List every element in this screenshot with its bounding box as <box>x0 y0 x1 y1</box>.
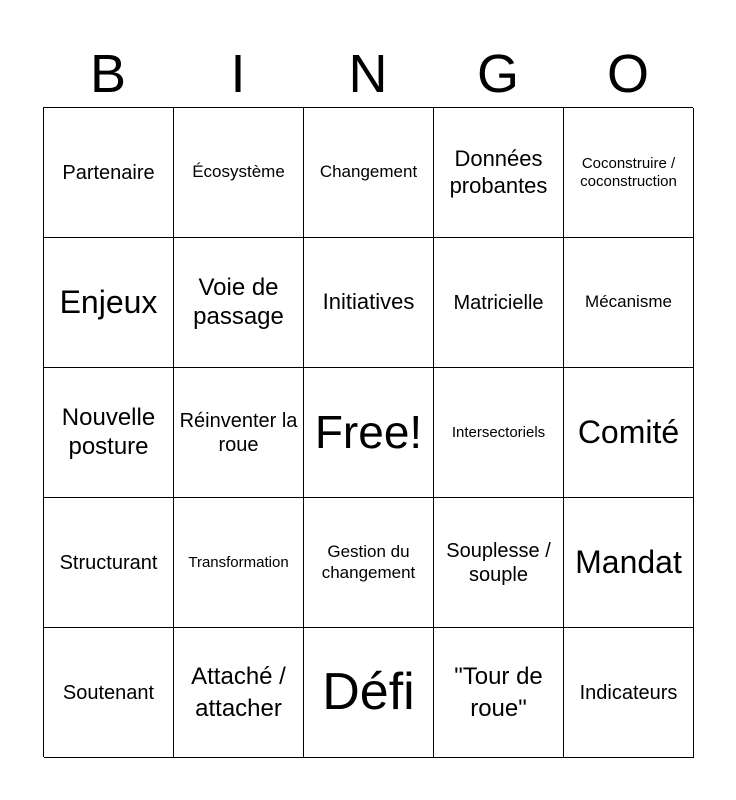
header-letter-i: I <box>230 44 246 104</box>
bingo-cell[interactable] <box>434 628 564 758</box>
header-letter-g: G <box>476 44 519 104</box>
bingo-cell[interactable] <box>174 238 304 368</box>
cell-label: Données probantes <box>449 146 548 198</box>
cell-label: Mécanisme <box>585 292 672 312</box>
bingo-cell[interactable] <box>304 498 434 628</box>
cell-label: Indicateurs <box>579 681 678 704</box>
free-cell[interactable] <box>304 368 434 498</box>
bingo-cell[interactable] <box>174 368 304 498</box>
cell-label: Attaché / attacher <box>191 663 286 722</box>
cell-label: Écosystème <box>192 162 285 182</box>
bingo-header <box>43 40 693 108</box>
cell-label: Réinventer la roue <box>179 409 298 456</box>
cell-label: Coconstruire / coconstruction <box>580 154 677 190</box>
bingo-cell[interactable] <box>304 628 434 758</box>
cell-label: Changement <box>319 162 418 182</box>
bingo-cell[interactable] <box>564 238 694 368</box>
bingo-cell[interactable] <box>564 498 694 628</box>
cell-label: Mandat <box>575 544 682 581</box>
bingo-cell[interactable] <box>174 628 304 758</box>
cell-label: Souplesse / souple <box>446 539 551 586</box>
bingo-cell[interactable] <box>44 368 174 498</box>
cell-label: Voie de passage <box>193 273 284 330</box>
cell-label: Soutenant <box>62 681 155 704</box>
bingo-cell[interactable] <box>304 108 434 238</box>
bingo-cell[interactable] <box>44 108 174 238</box>
header-letter-b: B <box>89 44 127 104</box>
cell-label: Défi <box>322 663 415 722</box>
bingo-cell[interactable] <box>434 368 564 498</box>
cell-label: Gestion du changement <box>321 542 416 582</box>
bingo-cell[interactable] <box>434 108 564 238</box>
bingo-cell[interactable] <box>564 108 694 238</box>
cell-label: Transformation <box>188 553 289 571</box>
bingo-cell[interactable] <box>44 238 174 368</box>
cell-label: "Tour de roue" <box>454 663 543 722</box>
header-letter-o: O <box>606 44 649 104</box>
bingo-cell[interactable] <box>44 628 174 758</box>
cell-label: Initiatives <box>322 289 415 315</box>
bingo-cell[interactable] <box>564 628 694 758</box>
cell-label: Structurant <box>59 551 158 574</box>
bingo-cell[interactable] <box>434 498 564 628</box>
cell-label: Partenaire <box>62 161 155 184</box>
bingo-cell[interactable] <box>304 238 434 368</box>
bingo-cell[interactable] <box>174 108 304 238</box>
cell-label: Matricielle <box>453 291 544 314</box>
header-letter-n: N <box>348 44 388 104</box>
cell-label: Free! <box>314 405 423 458</box>
cell-label: Comité <box>577 414 680 451</box>
cell-label: Intersectoriels <box>451 423 546 441</box>
bingo-cell[interactable] <box>174 498 304 628</box>
bingo-cell[interactable] <box>44 498 174 628</box>
bingo-cell[interactable] <box>564 368 694 498</box>
bingo-cell[interactable] <box>434 238 564 368</box>
bingo-board <box>43 107 693 757</box>
cell-label: Enjeux <box>59 284 158 321</box>
cell-label: Nouvelle posture <box>61 403 156 460</box>
